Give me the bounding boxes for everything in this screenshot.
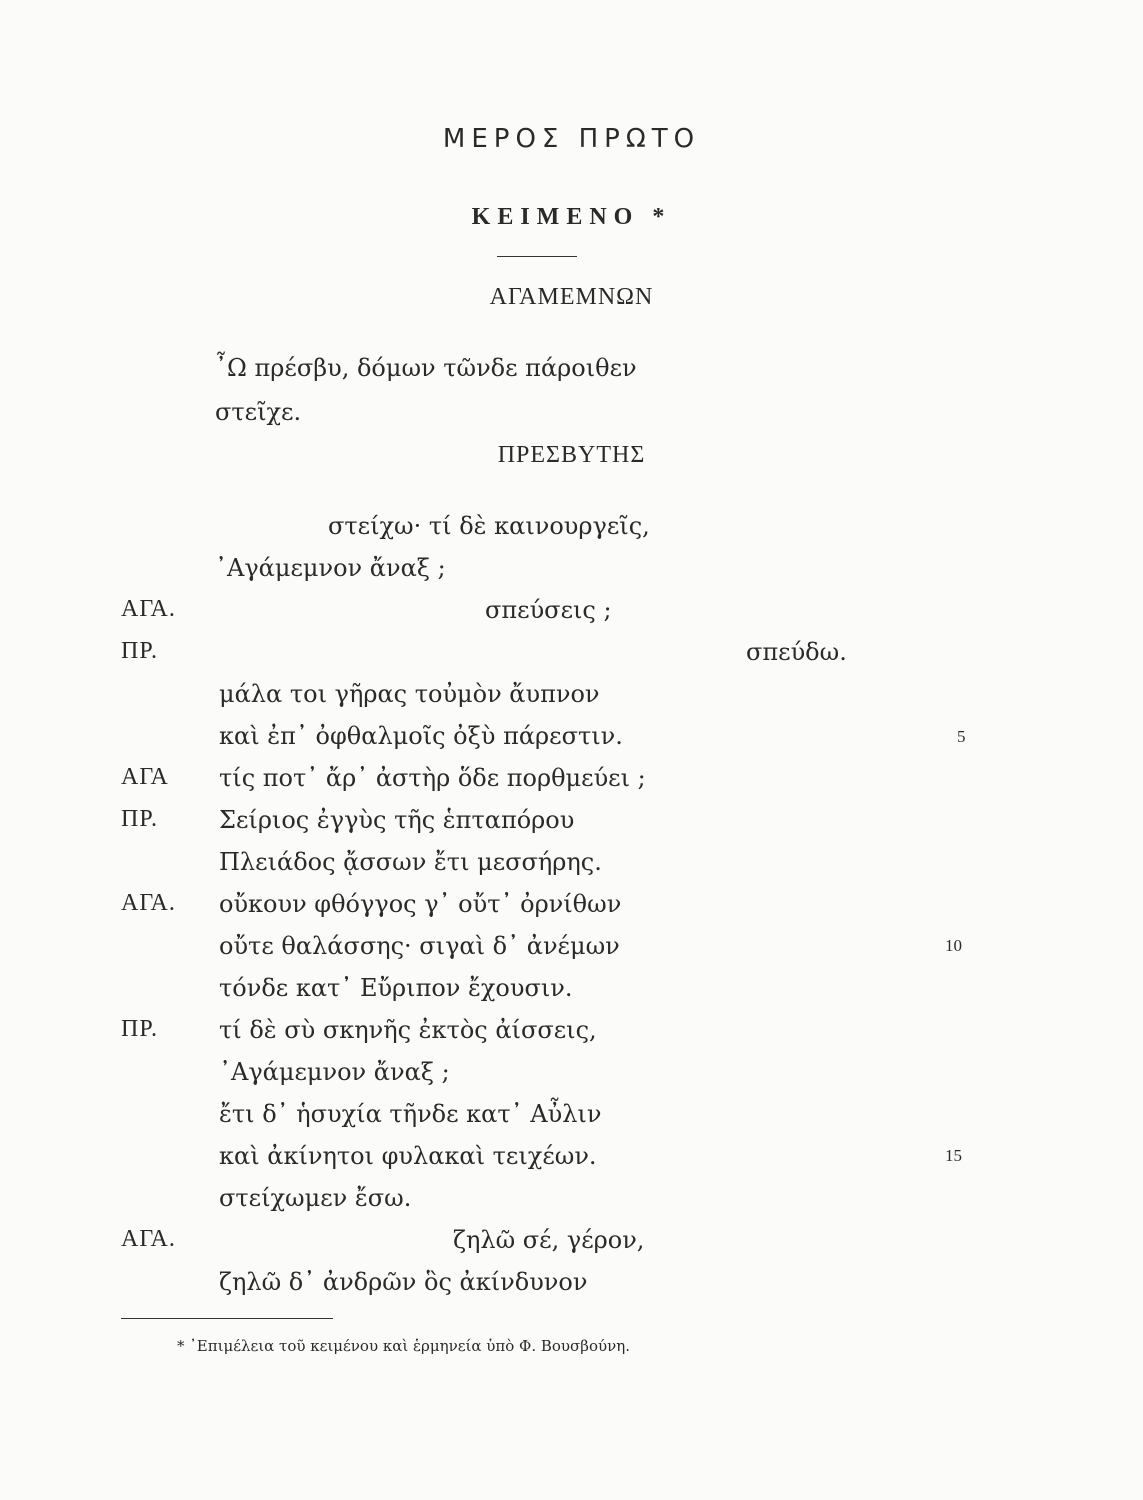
verse-line: Πλειάδος ᾄσσων ἔτι μεσσήρης. (219, 848, 602, 876)
verse-line: μάλα τοι γῆρας τοὐμὸν ἄυπνον (219, 680, 600, 708)
verse-line: τί δὲ σὺ σκηνῆς ἐκτὸς ἀίσσεις, (219, 1016, 597, 1044)
line-number: 10 (945, 936, 962, 955)
verse-line: τόνδε κατ᾿ Εὔριπον ἔχουσιν. (219, 974, 573, 1002)
speaker-abbr: ΑΓΑ (121, 764, 169, 790)
page-title: ΜΕΡΟΣ ΠΡΩΤΟ (442, 124, 701, 154)
verse-line: ζηλῶ σέ, γέρον, (453, 1226, 645, 1254)
verse-line: ῏Ω πρέσβυ, δόμων τῶνδε πάροιθεν (215, 354, 637, 382)
verse-line: ζηλῶ δ᾿ ἀνδρῶν ὃς ἀκίνδυνον (219, 1268, 588, 1296)
speaker-abbr: ΑΓΑ. (121, 890, 176, 916)
verse-line: ᾿Αγάμεμνον ἄναξ ; (219, 1058, 450, 1086)
verse-line: καὶ ἀκίνητοι φυλακαὶ τειχέων. (219, 1142, 597, 1170)
speaker-abbr: ΠΡ. (121, 806, 159, 832)
title-divider (497, 256, 577, 257)
verse-line: Σείριος ἐγγὺς τῆς ἑπταπόρου (219, 806, 575, 834)
verse-line: τίς ποτ᾿ ἄρ᾿ ἀστὴρ ὅδε πορθμεύει ; (219, 764, 646, 792)
verse-line: καὶ ἐπ᾿ ὀφθαλμοῖς ὀξὺ πάρεστιν. (219, 722, 623, 750)
verse-line: σπεύδω. (746, 638, 847, 666)
footnote-divider (121, 1318, 333, 1319)
speaker-heading-agamemnon: ΑΓΑΜΕΜΝΩΝ (489, 284, 654, 310)
footnote: * ᾿Επιμέλεια τοῦ κειμένου καὶ ἑρμηνεία ὑπὸ Φ. Βουσβούνη. (177, 1337, 630, 1355)
speaker-heading-presbytes: ΠΡΕΣΒΥΤΗΣ (497, 442, 646, 468)
verse-line: στεῖχε. (215, 398, 302, 426)
verse-line: σπεύσεις ; (485, 596, 612, 624)
speaker-abbr: ΑΓΑ. (121, 596, 176, 622)
verse-line: οὔκουν φθόγγος γ᾿ οὔτ᾿ ὀρνίθων (219, 890, 622, 918)
verse-line: στείχωμεν ἔσω. (219, 1184, 412, 1212)
verse-line: ᾿Αγάμεμνον ἄναξ ; (215, 554, 446, 582)
verse-line: ἔτι δ᾿ ἡσυχία τῆνδε κατ᾿ Αὖλιν (219, 1100, 602, 1128)
verse-line: στείχω· τί δὲ καινουργεῖς, (328, 512, 650, 540)
speaker-abbr: ΠΡ. (121, 1016, 159, 1042)
line-number: 15 (945, 1146, 962, 1165)
speaker-abbr: ΠΡ. (121, 638, 159, 664)
section-title: ΚΕΙΜΕΝΟ * (471, 204, 672, 230)
line-number: 5 (957, 727, 966, 746)
verse-line: οὔτε θαλάσσης· σιγαὶ δ᾿ ἀνέμων (219, 932, 620, 960)
speaker-abbr: ΑΓΑ. (121, 1226, 176, 1252)
